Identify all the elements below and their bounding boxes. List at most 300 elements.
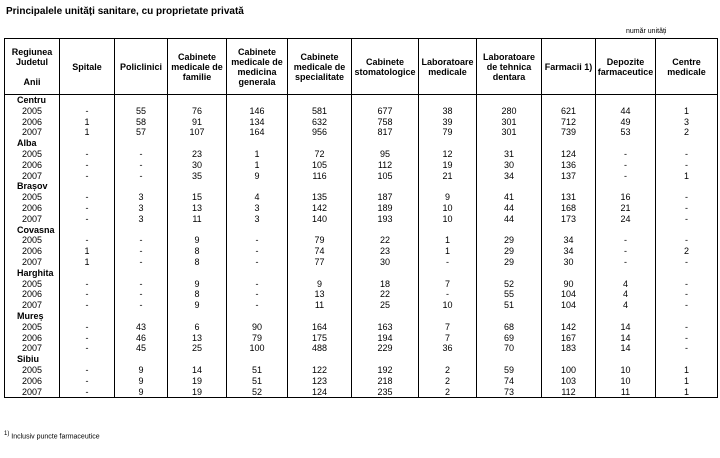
value-cell: 2	[419, 387, 477, 398]
value-cell: 57	[115, 127, 168, 138]
value-cell: -	[596, 235, 656, 246]
header-region	[5, 39, 60, 95]
value-cell: 122	[288, 365, 352, 376]
value-cell: 112	[542, 387, 596, 398]
year-cell: 2005	[5, 106, 60, 117]
empty-cell	[227, 354, 288, 365]
page-title: Principalele unități sanitare, cu proprietate privată	[6, 6, 244, 17]
value-cell: -	[60, 322, 115, 333]
empty-cell	[115, 311, 168, 322]
value-cell: 4	[596, 279, 656, 290]
empty-cell	[656, 225, 718, 236]
value-cell: 2	[419, 365, 477, 376]
value-cell: 2	[656, 246, 718, 257]
value-cell: 10	[596, 376, 656, 387]
value-cell: 11	[288, 300, 352, 311]
header-col: Laboratoare de tehnica dentara	[477, 39, 542, 95]
value-cell: 46	[115, 333, 168, 344]
year-cell: 2006	[5, 246, 60, 257]
empty-cell	[352, 138, 419, 149]
value-cell: -	[60, 376, 115, 387]
value-cell: -	[656, 300, 718, 311]
value-cell: 69	[477, 333, 542, 344]
empty-cell	[60, 268, 115, 279]
value-cell: -	[227, 279, 288, 290]
value-cell: 90	[542, 279, 596, 290]
value-cell: 30	[542, 257, 596, 268]
empty-cell	[352, 268, 419, 279]
empty-cell	[656, 138, 718, 149]
empty-cell	[596, 311, 656, 322]
empty-cell	[168, 225, 227, 236]
value-cell: 30	[352, 257, 419, 268]
empty-cell	[542, 311, 596, 322]
value-cell: 8	[168, 246, 227, 257]
table-row	[5, 322, 718, 333]
region-row	[5, 181, 718, 192]
header-col: Centre medicale	[656, 39, 718, 95]
header-col: Cabinete stomatologice	[352, 39, 419, 95]
value-cell: 1	[60, 117, 115, 128]
value-cell: 164	[227, 127, 288, 138]
value-cell: 1	[656, 387, 718, 398]
value-cell: 187	[352, 192, 419, 203]
value-cell: 107	[168, 127, 227, 138]
empty-cell	[227, 225, 288, 236]
value-cell: 45	[115, 343, 168, 354]
year-cell: 2006	[5, 117, 60, 128]
table-row	[5, 333, 718, 344]
value-cell: 19	[419, 160, 477, 171]
value-cell: -	[60, 214, 115, 225]
value-cell: 52	[227, 387, 288, 398]
value-cell: -	[60, 171, 115, 182]
value-cell: 193	[352, 214, 419, 225]
value-cell: 104	[542, 300, 596, 311]
region-name: Harghita	[5, 268, 60, 279]
empty-cell	[352, 354, 419, 365]
empty-cell	[477, 354, 542, 365]
value-cell: 4	[596, 300, 656, 311]
table-row	[5, 127, 718, 138]
empty-cell	[656, 181, 718, 192]
empty-cell	[477, 95, 542, 106]
value-cell: 100	[227, 343, 288, 354]
year-cell: 2006	[5, 333, 60, 344]
value-cell: 146	[227, 106, 288, 117]
value-cell: 100	[542, 365, 596, 376]
value-cell: 4	[596, 289, 656, 300]
value-cell: 142	[288, 203, 352, 214]
header-region-line1: Regiunea	[11, 46, 53, 57]
value-cell: -	[60, 300, 115, 311]
value-cell: 1	[419, 246, 477, 257]
value-cell: -	[115, 279, 168, 290]
value-cell: 34	[542, 246, 596, 257]
value-cell: 10	[419, 203, 477, 214]
value-cell: 218	[352, 376, 419, 387]
empty-cell	[419, 95, 477, 106]
value-cell: 14	[596, 333, 656, 344]
value-cell: 123	[288, 376, 352, 387]
empty-cell	[115, 225, 168, 236]
empty-cell	[542, 354, 596, 365]
value-cell: -	[656, 214, 718, 225]
value-cell: 74	[288, 246, 352, 257]
year-cell: 2005	[5, 235, 60, 246]
value-cell: 68	[477, 322, 542, 333]
empty-cell	[656, 95, 718, 106]
value-cell: -	[596, 171, 656, 182]
value-cell: 124	[542, 149, 596, 160]
value-cell: -	[656, 333, 718, 344]
value-cell: -	[227, 300, 288, 311]
value-cell: 194	[352, 333, 419, 344]
value-cell: 621	[542, 106, 596, 117]
table-row	[5, 246, 718, 257]
year-cell: 2007	[5, 300, 60, 311]
value-cell: 29	[477, 235, 542, 246]
value-cell: 1	[60, 246, 115, 257]
table-row	[5, 117, 718, 128]
empty-cell	[227, 311, 288, 322]
value-cell: 53	[596, 127, 656, 138]
value-cell: 35	[168, 171, 227, 182]
value-cell: 11	[596, 387, 656, 398]
value-cell: 712	[542, 117, 596, 128]
value-cell: 18	[352, 279, 419, 290]
value-cell: 55	[115, 106, 168, 117]
value-cell: 38	[419, 106, 477, 117]
empty-cell	[419, 225, 477, 236]
year-cell: 2005	[5, 149, 60, 160]
header-col: Laboratoare medicale	[419, 39, 477, 95]
region-row	[5, 95, 718, 106]
value-cell: -	[115, 300, 168, 311]
value-cell: 43	[115, 322, 168, 333]
empty-cell	[542, 181, 596, 192]
year-cell: 2006	[5, 289, 60, 300]
value-cell: -	[60, 343, 115, 354]
header-col: Policlinici	[115, 39, 168, 95]
value-cell: -	[115, 235, 168, 246]
value-cell: 22	[352, 235, 419, 246]
value-cell: 31	[477, 149, 542, 160]
table-row	[5, 257, 718, 268]
value-cell: 30	[168, 160, 227, 171]
value-cell: 104	[542, 289, 596, 300]
empty-cell	[352, 225, 419, 236]
footnote	[4, 431, 100, 440]
empty-cell	[477, 225, 542, 236]
table-row	[5, 106, 718, 117]
region-row	[5, 311, 718, 322]
value-cell: -	[656, 289, 718, 300]
table-row	[5, 387, 718, 398]
empty-cell	[168, 354, 227, 365]
value-cell: 3	[115, 192, 168, 203]
value-cell: 14	[596, 343, 656, 354]
empty-cell	[115, 138, 168, 149]
region-row	[5, 268, 718, 279]
value-cell: 49	[596, 117, 656, 128]
value-cell: 9	[419, 192, 477, 203]
value-cell: 632	[288, 117, 352, 128]
value-cell: -	[115, 149, 168, 160]
year-cell: 2005	[5, 322, 60, 333]
value-cell: 7	[419, 322, 477, 333]
value-cell: -	[227, 235, 288, 246]
table-row	[5, 171, 718, 182]
header-col: Cabinete medicale de medicina generala	[227, 39, 288, 95]
year-cell: 2005	[5, 365, 60, 376]
value-cell: 105	[352, 171, 419, 182]
empty-cell	[115, 268, 168, 279]
empty-cell	[419, 354, 477, 365]
empty-cell	[542, 138, 596, 149]
empty-cell	[288, 225, 352, 236]
value-cell: 1	[227, 149, 288, 160]
empty-cell	[596, 268, 656, 279]
value-cell: 3	[227, 214, 288, 225]
empty-cell	[115, 95, 168, 106]
empty-cell	[656, 311, 718, 322]
table-row	[5, 214, 718, 225]
value-cell: -	[656, 235, 718, 246]
value-cell: 488	[288, 343, 352, 354]
header-region-line3: Anii	[23, 76, 41, 87]
value-cell: 1	[656, 365, 718, 376]
empty-cell	[60, 354, 115, 365]
value-cell: 25	[352, 300, 419, 311]
value-cell: 30	[477, 160, 542, 171]
empty-cell	[477, 268, 542, 279]
value-cell: 142	[542, 322, 596, 333]
value-cell: 76	[168, 106, 227, 117]
year-cell: 2005	[5, 192, 60, 203]
year-cell: 2007	[5, 214, 60, 225]
value-cell: 103	[542, 376, 596, 387]
value-cell: 77	[288, 257, 352, 268]
year-cell: 2007	[5, 257, 60, 268]
value-cell: 235	[352, 387, 419, 398]
value-cell: 13	[168, 333, 227, 344]
empty-cell	[419, 311, 477, 322]
value-cell: 95	[352, 149, 419, 160]
value-cell: 134	[227, 117, 288, 128]
value-cell: -	[227, 246, 288, 257]
value-cell: 4	[227, 192, 288, 203]
value-cell: -	[60, 203, 115, 214]
value-cell: 9	[168, 300, 227, 311]
value-cell: 1	[419, 235, 477, 246]
value-cell: -	[656, 203, 718, 214]
value-cell: 21	[419, 171, 477, 182]
table-row	[5, 235, 718, 246]
value-cell: 19	[168, 387, 227, 398]
value-cell: 135	[288, 192, 352, 203]
value-cell: 10	[419, 300, 477, 311]
value-cell: 14	[168, 365, 227, 376]
value-cell: 19	[168, 376, 227, 387]
value-cell: 163	[352, 322, 419, 333]
empty-cell	[288, 95, 352, 106]
value-cell: 13	[168, 203, 227, 214]
table-row	[5, 279, 718, 290]
year-cell: 2007	[5, 127, 60, 138]
empty-cell	[168, 95, 227, 106]
value-cell: -	[656, 160, 718, 171]
value-cell: 3	[115, 214, 168, 225]
year-cell: 2006	[5, 203, 60, 214]
empty-cell	[596, 95, 656, 106]
region-name: Mureș	[5, 311, 60, 322]
region-row	[5, 354, 718, 365]
empty-cell	[352, 181, 419, 192]
empty-cell	[227, 268, 288, 279]
value-cell: 7	[419, 333, 477, 344]
value-cell: 9	[227, 171, 288, 182]
value-cell: -	[115, 171, 168, 182]
value-cell: 189	[352, 203, 419, 214]
table-row	[5, 203, 718, 214]
year-cell: 2007	[5, 387, 60, 398]
value-cell: 90	[227, 322, 288, 333]
empty-cell	[288, 138, 352, 149]
value-cell: 59	[477, 365, 542, 376]
value-cell: 8	[168, 289, 227, 300]
value-cell: 9	[168, 235, 227, 246]
value-cell: 79	[227, 333, 288, 344]
header-row	[5, 39, 718, 95]
value-cell: -	[656, 279, 718, 290]
value-cell: 34	[477, 171, 542, 182]
empty-cell	[419, 181, 477, 192]
region-name: Sibiu	[5, 354, 60, 365]
region-name: Alba	[5, 138, 60, 149]
value-cell: -	[656, 192, 718, 203]
value-cell: 9	[115, 387, 168, 398]
value-cell: 9	[115, 376, 168, 387]
value-cell: 301	[477, 117, 542, 128]
value-cell: 137	[542, 171, 596, 182]
empty-cell	[596, 181, 656, 192]
value-cell: -	[419, 257, 477, 268]
value-cell: -	[596, 149, 656, 160]
value-cell: 44	[477, 203, 542, 214]
value-cell: 21	[596, 203, 656, 214]
empty-cell	[168, 268, 227, 279]
value-cell: -	[656, 149, 718, 160]
value-cell: 22	[352, 289, 419, 300]
empty-cell	[288, 181, 352, 192]
value-cell: 183	[542, 343, 596, 354]
value-cell: 79	[419, 127, 477, 138]
year-cell: 2007	[5, 343, 60, 354]
empty-cell	[596, 354, 656, 365]
value-cell: 131	[542, 192, 596, 203]
empty-cell	[115, 354, 168, 365]
table-row	[5, 343, 718, 354]
value-cell: -	[227, 289, 288, 300]
value-cell: 72	[288, 149, 352, 160]
value-cell: -	[60, 279, 115, 290]
value-cell: -	[60, 289, 115, 300]
value-cell: 41	[477, 192, 542, 203]
value-cell: -	[115, 160, 168, 171]
value-cell: 15	[168, 192, 227, 203]
value-cell: -	[115, 289, 168, 300]
empty-cell	[542, 225, 596, 236]
value-cell: -	[60, 192, 115, 203]
header-col: Cabinete medicale de specialitate	[288, 39, 352, 95]
empty-cell	[477, 138, 542, 149]
empty-cell	[60, 311, 115, 322]
value-cell: 7	[419, 279, 477, 290]
value-cell: 52	[477, 279, 542, 290]
empty-cell	[352, 311, 419, 322]
value-cell: 70	[477, 343, 542, 354]
value-cell: 758	[352, 117, 419, 128]
value-cell: 280	[477, 106, 542, 117]
footnote-text: Inclusiv puncte farmaceutice	[9, 433, 100, 441]
value-cell: 677	[352, 106, 419, 117]
value-cell: -	[419, 289, 477, 300]
value-cell: -	[227, 257, 288, 268]
value-cell: 24	[596, 214, 656, 225]
value-cell: 173	[542, 214, 596, 225]
value-cell: 51	[227, 365, 288, 376]
empty-cell	[477, 311, 542, 322]
value-cell: 1	[60, 127, 115, 138]
table-body	[5, 95, 718, 398]
value-cell: -	[596, 257, 656, 268]
region-row	[5, 225, 718, 236]
year-cell: 2006	[5, 160, 60, 171]
empty-cell	[60, 95, 115, 106]
value-cell: 136	[542, 160, 596, 171]
value-cell: 51	[477, 300, 542, 311]
header-col: Cabinete medicale de familie	[168, 39, 227, 95]
unit-label: număr unități	[626, 28, 667, 35]
value-cell: 301	[477, 127, 542, 138]
header-col: Depozite farmaceutice	[596, 39, 656, 95]
value-cell: 192	[352, 365, 419, 376]
value-cell: 10	[596, 365, 656, 376]
value-cell: 34	[542, 235, 596, 246]
value-cell: -	[60, 235, 115, 246]
empty-cell	[227, 95, 288, 106]
value-cell: 116	[288, 171, 352, 182]
value-cell: 23	[352, 246, 419, 257]
empty-cell	[542, 95, 596, 106]
empty-cell	[168, 138, 227, 149]
empty-cell	[542, 268, 596, 279]
empty-cell	[60, 181, 115, 192]
empty-cell	[419, 138, 477, 149]
empty-cell	[227, 138, 288, 149]
empty-cell	[477, 181, 542, 192]
value-cell: 164	[288, 322, 352, 333]
value-cell: 175	[288, 333, 352, 344]
value-cell: -	[60, 365, 115, 376]
empty-cell	[656, 354, 718, 365]
table-row	[5, 365, 718, 376]
empty-cell	[596, 138, 656, 149]
value-cell: -	[596, 246, 656, 257]
value-cell: 105	[288, 160, 352, 171]
value-cell: 167	[542, 333, 596, 344]
